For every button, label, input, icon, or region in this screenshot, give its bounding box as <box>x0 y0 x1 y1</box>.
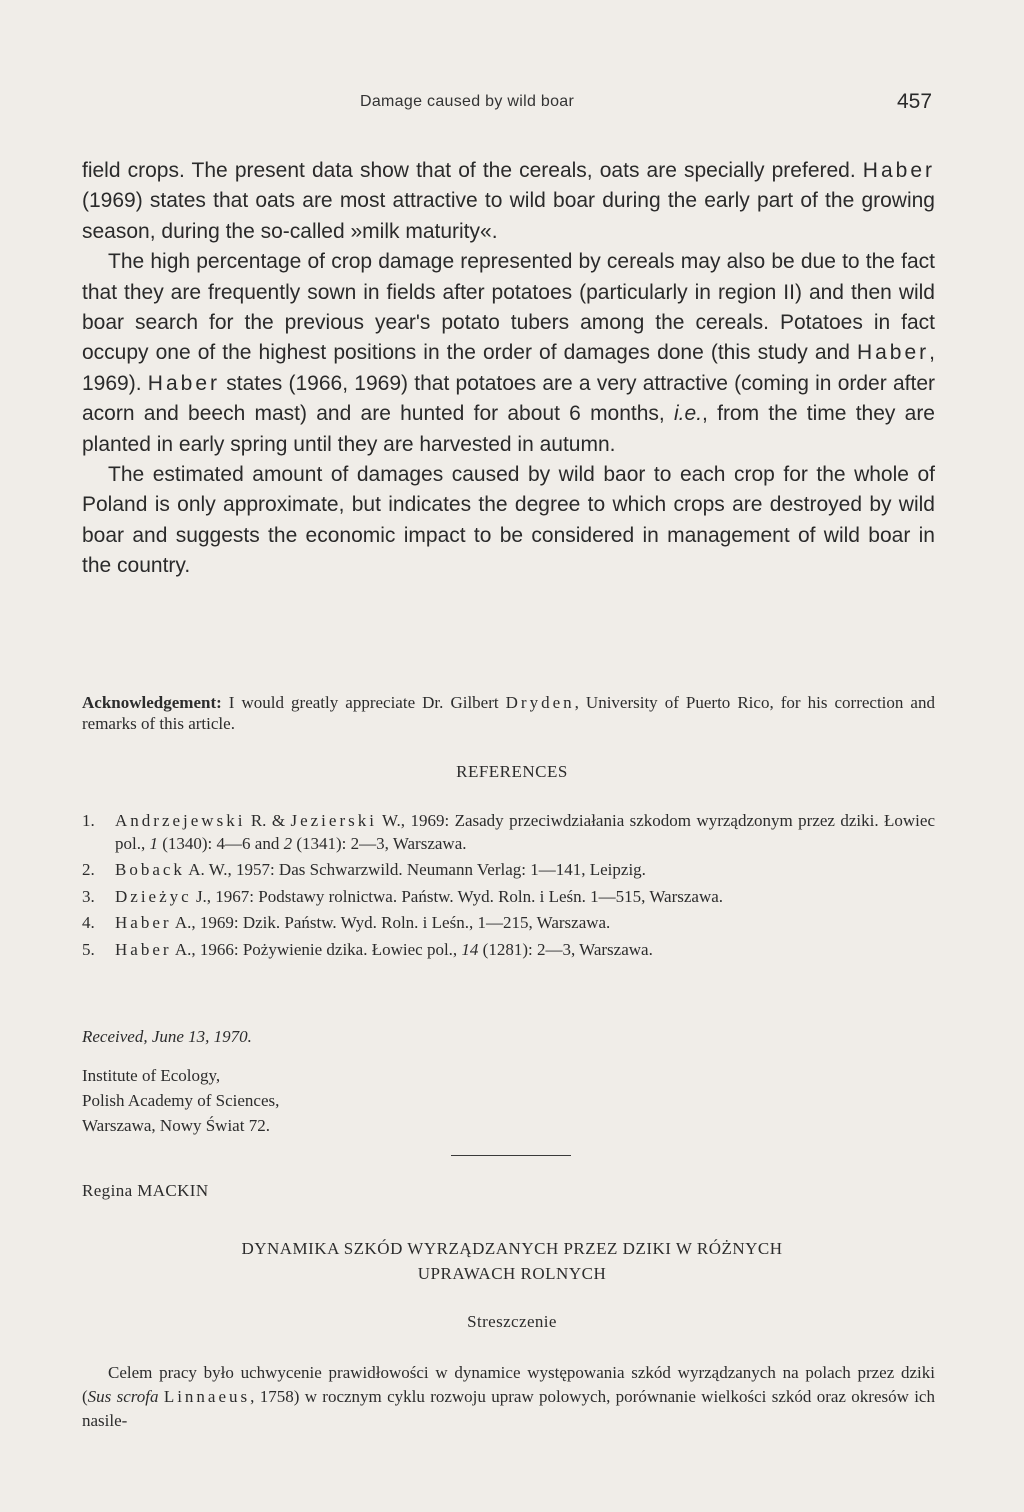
body-text <box>82 156 935 582</box>
text-run: states (1966, 1969) that potatoes are a very attractive (coming in order after acorn and beech mast) and are hunted for about 6 months, <box>82 371 935 426</box>
summary-title <box>0 1236 1024 1286</box>
text-run: I would greatly appreciate Dr. Gilbert <box>221 693 506 712</box>
reference-item <box>82 912 935 935</box>
reference-item <box>82 810 935 855</box>
volume-number: 1 <box>149 833 158 853</box>
summary-title-line: DYNAMIKA SZKÓD WYRZĄDZANYCH PRZEZ DZIKI W RÓŻNYCH <box>241 1239 783 1258</box>
volume-number: 2 <box>283 833 293 853</box>
references-heading: REFERENCES <box>456 762 568 781</box>
received-date: Received, June 13, 1970. <box>82 1027 252 1046</box>
paragraph-1 <box>82 156 935 247</box>
address-line: Institute of Ecology, <box>82 1066 221 1085</box>
reference-number: 1. <box>82 811 95 830</box>
summary-heading: Streszczenie <box>467 1312 557 1331</box>
text-run: J., 1967: Podstawy rolnictwa. Państw. Wyd. Roln. i Leśn. 1—515, Warszawa. <box>191 886 724 906</box>
text-run: field crops. The present data show that of the cereals, oats are specially prefered. <box>82 159 863 182</box>
reference-list <box>82 810 935 965</box>
acknowledgement-label: Acknowledgement: <box>82 693 222 712</box>
reference-author: Jezierski <box>290 811 377 830</box>
address-line: Warszawa, Nowy Świat 72. <box>82 1116 270 1135</box>
cited-author: Haber <box>862 159 935 182</box>
text-run: , 1969). <box>82 341 935 395</box>
text-run: (1281): 2—3, Warszawa. <box>478 939 653 959</box>
cited-author: Haber <box>147 371 220 395</box>
reference-number: 5. <box>82 939 95 959</box>
summary-text <box>82 1361 935 1433</box>
text-run: , 1758) w rocznym cyklu rozwoju upraw polowych, porównanie wielkości szkód oraz okresów ich nasile- <box>82 1387 935 1430</box>
reference-number: 3. <box>82 886 95 906</box>
reference-number: 2. <box>82 860 95 879</box>
address-line: Polish Academy of Sciences, <box>82 1091 280 1110</box>
text-run: The high percentage of crop damage represented by cereals may also be due to the fact that they are frequently sown in fields after potatoes (particularly in region II) and then wild boar search for the previous year's potato tubers among the cereals. Potatoes in fact occupy one of the highest positions in the order of damages done (this study and <box>82 250 935 365</box>
reference-item <box>82 939 935 962</box>
acknowledgement <box>82 693 935 734</box>
cited-author: Haber <box>856 341 930 365</box>
text-run: (1969) states that oats are most attractive to wild boar during the early part of the growing season, during the so-called »milk maturity«. <box>82 189 935 243</box>
volume-number: 14 <box>461 939 479 959</box>
text-run: (1341): 2—3, Warszawa. <box>292 833 467 853</box>
text-run: W., 1969: Zasady przeciwdziałania szkodom wyrządzonym przez dziki. Łowiec pol., <box>115 811 935 853</box>
reference-author: Andrzejewski <box>115 811 246 830</box>
paragraph-2 <box>82 247 935 460</box>
author-address <box>82 1063 279 1138</box>
text-run: , from the time they are planted in early spring until they are harvested in autumn. <box>82 402 935 456</box>
species-name: Sus scrofa <box>87 1387 159 1406</box>
section-divider <box>451 1155 571 1156</box>
text-run: , University of Puerto Rico, for his correction and remarks of this article. <box>82 693 935 733</box>
reference-author: Boback <box>115 860 185 879</box>
reference-number: 4. <box>82 913 95 932</box>
reference-author: Haber <box>115 939 172 959</box>
text-run: (1340): 4—6 and <box>157 833 284 853</box>
text-run: A., 1966: Pożywienie dzika. Łowiec pol., <box>171 939 462 959</box>
paragraph-3: The estimated amount of damages caused by wild baor to each crop for the whole of Poland is only approximate, but indicates the degree to which crops are destroyed by wild boar and suggests the economic impact to be considered in management of wild boar in the country. <box>82 463 935 578</box>
reference-author: Dzieżyc <box>115 886 192 906</box>
cited-person: Dryden <box>505 693 575 712</box>
reference-item <box>82 886 935 909</box>
reference-author: Haber <box>115 913 172 932</box>
italic-abbrev: i.e. <box>674 402 703 426</box>
text-run: R. & <box>245 811 291 830</box>
page-number: 457 <box>897 90 933 113</box>
running-head: Damage caused by wild boar <box>360 93 575 110</box>
text-run: A., 1969: Dzik. Państw. Wyd. Roln. i Leśn., 1—215, Warszawa. <box>171 913 611 932</box>
summary-author: Regina MACKIN <box>82 1181 209 1200</box>
summary-title-line: UPRAWACH ROLNYCH <box>417 1264 607 1283</box>
text-run: A. W., 1957: Das Schwarzwild. Neumann Verlag: 1—141, Leipzig. <box>184 860 646 879</box>
page-header <box>0 90 1024 119</box>
reference-item <box>82 859 935 882</box>
species-authority: Linnaeus <box>163 1387 251 1406</box>
text-run: Celem pracy było uchwycenie prawidłowości w dynamice występowania szkód wyrządzanych na polach przez dziki ( <box>82 1363 935 1406</box>
